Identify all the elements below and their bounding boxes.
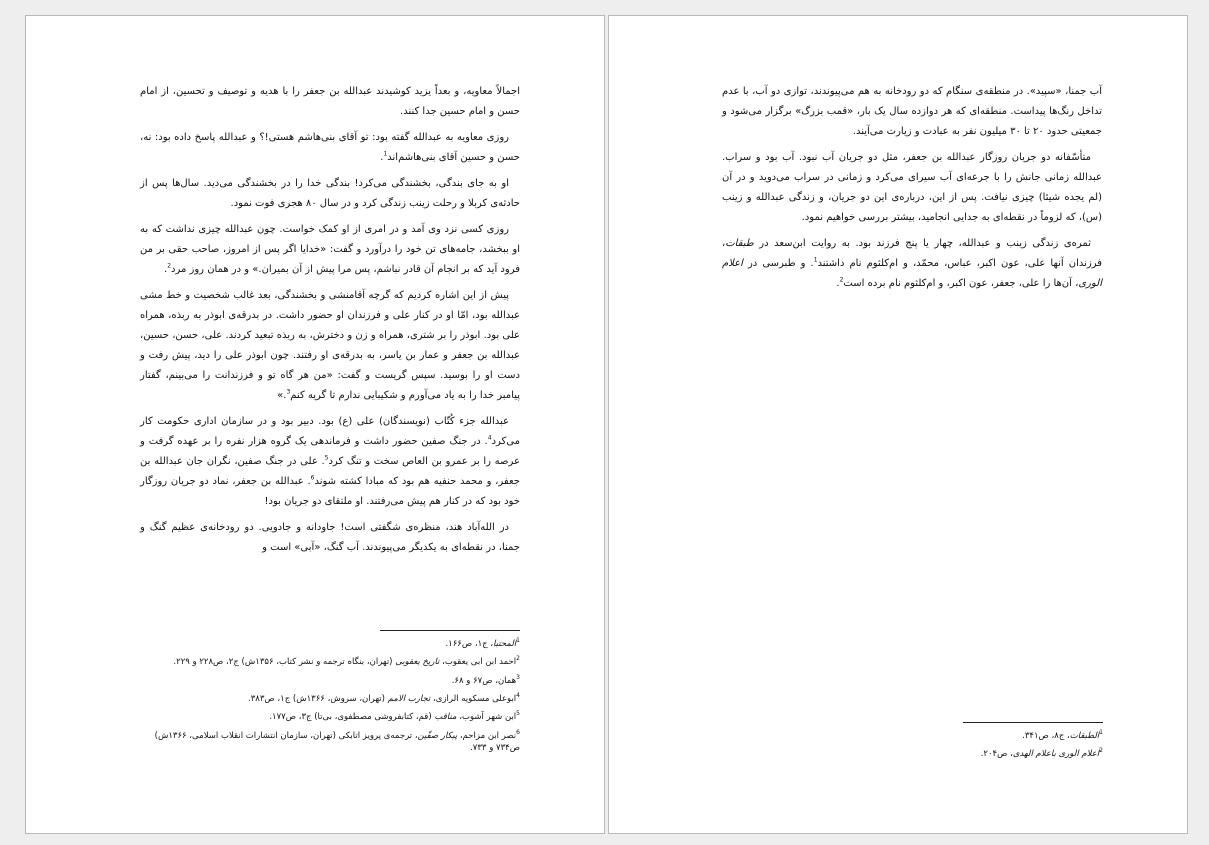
paragraph: [140, 412, 520, 512]
footnote: [138, 708, 520, 723]
page-right-footnotes: [721, 722, 1103, 764]
book-title: اعلام الوری: [722, 258, 1102, 289]
paragraph: [140, 128, 520, 168]
footnote-ref: 6: [310, 474, 315, 482]
paragraph: [140, 174, 520, 214]
footnote-number: 6: [516, 728, 520, 736]
footnote-separator: [963, 722, 1103, 723]
footnote-text: ، ص۲۰۴.: [980, 749, 1013, 760]
paragraph-text: پیش از این اشاره کردیم که گرچه آقامنشی و بخشندگی، بعد غالب شخصیت و خط مشی عبدالله بود، امّا او در کنار علی و فرزندان او حضور داشت. در بدرقه‌ی ابوذر به ربذه، همراه علی بود. ابوذر را بر شتری، همراه و زن و دخترش، به ربذه تبعید کردند. علی، حسن، حسین، عبدالله بن جعفر و عمار بن یاسر، به بدرقه‌ی او رفتند. چون ابوذر علی را دید، پیش رفت و دست او را بوسید. سپس گریست و گفت: «من هر گاه تو و فرزندانت را می‌بینم، گفتار پیامبر خدا را به یاد می‌آورم و شکیبایی ندارم تا گریه کنم: [140, 290, 520, 401]
paragraph-text: روزی معاویه به عبدالله گفته بود: تو آقای بنی‌هاشم هستی!؟ و عبدالله پاسخ داده بود: نه، حسن و حسین آقای بنی‌هاشم‌اند: [140, 132, 520, 163]
footnote-text: همان، ص۶۷ و ۶۸.: [451, 675, 517, 686]
paragraph-text: . در جنگ صفین حضور داشت و فرماندهی یک گروه هزار نفره را بر عهده گرفت و عرصه را بر عمرو بن العاص سخت و تنگ کرد: [140, 436, 520, 467]
paragraph-text: در الله‌آباد هند، منظره‌ی شگفتی است! جاودانه و جادویی. دو رودخانه‌ی عظیم گنگ و جمنا، در نقطه‌ای به یکدیگر می‌پیوندند. آب گنگ، «آبی» است و: [140, 522, 520, 553]
paragraph-text: ، فرزندان آنها علی، عون اکبر، عباس، محمّد، و ام‌کلثوم نام داشتند: [722, 238, 1103, 269]
footnote-number: 2: [1099, 747, 1103, 755]
footnote: [138, 653, 520, 668]
footnote: [138, 727, 520, 755]
footnote: [138, 690, 520, 705]
footnote-book-title: اعلام الوری باعلام الهدی: [1012, 749, 1100, 760]
footnote-number: 3: [516, 673, 520, 681]
paragraph: [140, 286, 520, 406]
footnote-text: ابن شهر آشوب،: [456, 712, 517, 723]
footnote-ref: 2: [839, 276, 844, 284]
footnote-text: (تهران، سروش، ۱۳۶۶ش) ج۱، ص۳۸۳.: [248, 693, 388, 704]
document-page-left: [25, 15, 605, 834]
footnote-ref: 3: [286, 388, 291, 396]
paragraph-text: اجمالاً معاویه، و بعداً یزید کوشیدند عبدالله بن جعفر را با هدیه و توصیف و تحسین، از امام حسن و امام حسین جدا کنند.: [140, 86, 520, 117]
footnote-ref: 1: [813, 256, 818, 264]
footnote-separator: [380, 630, 520, 631]
paragraph-text: .»: [277, 390, 287, 401]
footnote-text: احمد ابن ابی یعقوب،: [439, 657, 517, 668]
footnote-number: 5: [516, 710, 520, 718]
footnote-number: 1: [516, 637, 520, 644]
paragraph: [722, 82, 1102, 142]
footnote-text: ابوعلی مسکویه الرازی،: [430, 693, 517, 704]
footnote: [138, 672, 520, 687]
footnote-book-title: تاریخ یعقوبی: [395, 657, 440, 668]
paragraph: [722, 234, 1102, 294]
paragraph: [140, 518, 520, 558]
book-title: طبقات: [725, 238, 754, 249]
paragraph-text: .: [836, 278, 840, 289]
document-page-right: [608, 15, 1188, 834]
footnote-book-title: المحتبا: [493, 638, 517, 649]
paragraph-text: عبدالله جزء کُتّاب (نویسندگان) علی (ع) بود. دبیر بود و در سازمان اداری حکومت کار می‌کرد: [140, 416, 520, 447]
footnote-number: 2: [516, 655, 520, 663]
footnote-text: ، ج۱، ص۱۶۶.: [445, 638, 494, 649]
footnote-book-title: پیکار صفّین: [417, 730, 458, 741]
paragraph-text: ، آن‌ها را علی، جعفر، عون اکبر، و ام‌کلثوم نام برده است: [843, 278, 1079, 289]
paragraph-text: متأسّفانه دو جریان روزگار عبدالله بن جعفر، مثل دو جریان آب نبود. آب بود و سراب. عبدالله زمانی جانش را با جرعه‌ای آب سیرای می‌کرد و زمانی در سراب می‌دوید و در آن (لم یجده شیئا) چیزی نیافت. پس از این، درباره‌ی این دو جریان، و زندگی عبدالله و زینب (س)، که لزوماً در نقطه‌ای به جدایی انجامید، بیشتر بررسی خواهیم نمود.: [722, 152, 1102, 223]
footnote-ref: 5: [324, 454, 329, 462]
paragraph: [722, 148, 1102, 228]
paragraph-text: .: [380, 152, 384, 163]
paragraph-text: .: [164, 264, 168, 275]
footnote: [138, 635, 520, 650]
page-right-body: [722, 82, 1102, 300]
paragraph-text: روزی کسی نزد وی آمد و در امری از او کمک خواست. چون عبدالله چیزی نداشت که به او ببخشد، جامه‌های تن خود را درآورد و گفت: «خدایا اگر پس از امروز، صاحب حقی بر من فرود آید که بر انجام آن قادر نباشم، پس مرا پیش از آن بمیران.» و در همان روز مرد: [140, 224, 520, 275]
footnote-ref: 4: [487, 434, 492, 442]
page-left-footnotes: [138, 630, 520, 757]
footnote-text: (قم، کتابفروشی مصطفوی، بی‌تا) ج۳، ص۱۷۷.: [269, 712, 435, 723]
footnote-ref: 1: [383, 150, 388, 158]
footnote-number: 4: [516, 691, 520, 699]
paragraph-text: آب جمنا، «سپید». در منطقه‌ی سنگام که دو رودخانه به هم می‌پیوندند، توازی دو آب، با عدم تداخل رنگ‌ها پیداست. منطقه‌ای که هر دوازده سال یک بار، «قمب بزرگ» برگزار می‌شود و جمعیتی حدود ۲۰ تا ۳۰ میلیون نفر به عبادت و زیارت می‌آیند.: [722, 86, 1102, 137]
footnote-book-title: الطبقات: [1069, 730, 1100, 741]
paragraph: [140, 220, 520, 280]
page-left-body: [140, 82, 520, 564]
paragraph-text: . و طبرسی در: [742, 258, 814, 269]
footnote-text: ، ج۸، ص۳۴۱.: [1022, 730, 1070, 741]
footnote-ref: 2: [167, 262, 172, 270]
paragraph-text: او به جای بندگی، بخشندگی می‌کرد! بندگی خدا را در بخشندگی می‌دید. سال‌ها پس از حادثه‌ی کربلا و رحلت زینب زندگی کرد و در سال ۸۰ هجری فوت نمود.: [140, 178, 520, 209]
footnote: [721, 745, 1103, 760]
paragraph-text: . علی در جنگ صفین، نگران جان عبدالله بن جعفر، و محمد حنفیه هم بود که مبادا کشته شوند: [140, 456, 520, 487]
footnote-book-title: مناقب: [434, 712, 457, 723]
footnote-text: نصر ابن مزاحم،: [457, 730, 517, 741]
footnote: [721, 727, 1103, 742]
paragraph-text: . عبدالله بن جعفر، نماد دو جریان روزگار خود بود که در کنار هم پیش می‌رفتند. او ملتقای دو جریان بود!: [140, 476, 520, 507]
paragraph: [140, 82, 520, 122]
footnote-text: (تهران، بنگاه ترجمه و نشر کتاب، ۱۳۵۶ش) ج۲، ص۲۲۸ و ۲۲۹.: [173, 657, 396, 668]
footnote-text: ، ترجمه‌ی پرویز اتابکی (تهران، سازمان انتشارات انقلاب اسلامی، ۱۳۶۶ش) ص۷۳۴ و ۷۳۳.: [154, 730, 520, 753]
footnote-number: 1: [1099, 729, 1103, 736]
paragraph-text: ثمره‌ی زندگی زینب و عبدالله، چهار یا پنج فرزند بود. به روایت ابن‌سعد در: [753, 238, 1091, 249]
footnote-book-title: تجارب الامم: [387, 693, 431, 704]
